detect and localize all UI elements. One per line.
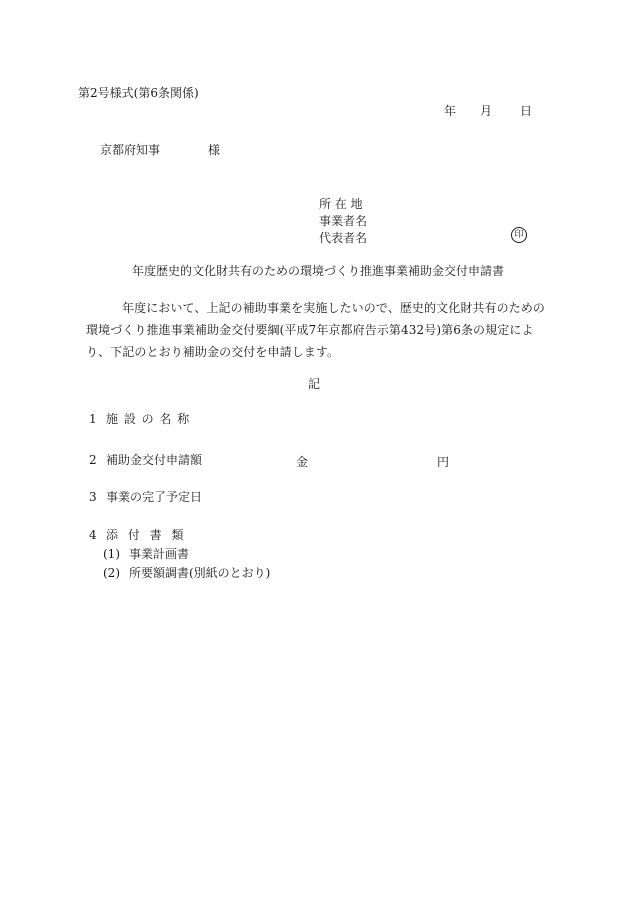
addressee-honorific: 様 [208,143,221,157]
body-paragraph: 年度において、上記の補助事業を実施したいので、歴史的文化財共有のための環境づくり推進事業補助金交付要綱(平成7年京都府告示第432号)第6条の規定により、下記のとおり補助金の交付を申請します。 [86,301,546,359]
representative-label: 代表者名 [319,231,368,245]
item-label: 事業の完了予定日 [106,490,203,504]
item-number: 2 [89,453,97,467]
item-number: 4 [89,528,97,542]
applicant-block [319,196,367,247]
item-label: 添 付 書 類 [106,528,187,542]
addressee-name: 京都府知事 [100,143,161,157]
item-subsidy-amount [89,453,202,467]
amount-unit: 円 [437,455,450,469]
business-name-label: 事業者名 [319,214,368,228]
item-attachments [89,528,186,542]
amount-prefix: 金 [296,455,309,469]
form-number: 第2号様式(第6条関係) [78,86,199,100]
attachment-number: (2) [103,566,120,580]
item-label: 補助金交付申請額 [106,453,203,467]
item-label: 施 設 の 名 称 [106,412,191,426]
attachment-label: 所要額調書(別紙のとおり) [129,566,271,580]
item-number: 1 [89,412,97,426]
seal-mark: 印 [511,227,527,243]
addressee [100,143,220,157]
date-day: 日 [520,104,533,118]
document-title: 年度歴史的文化財共有のための環境づくり推進事業補助金交付申請書 [132,264,505,278]
item-number: 3 [89,490,97,504]
date-line [444,104,532,118]
date-year: 年 [444,104,457,118]
attachment-label: 事業計画書 [129,547,190,561]
date-month: 月 [480,104,493,118]
item-completion-date [89,490,202,504]
item-facility-name [89,412,190,426]
attachment-item [103,566,270,580]
address-label: 所 在 地 [319,197,363,211]
attachment-number: (1) [103,547,120,561]
attachment-item [103,547,189,561]
ki-heading: 記 [308,377,321,391]
